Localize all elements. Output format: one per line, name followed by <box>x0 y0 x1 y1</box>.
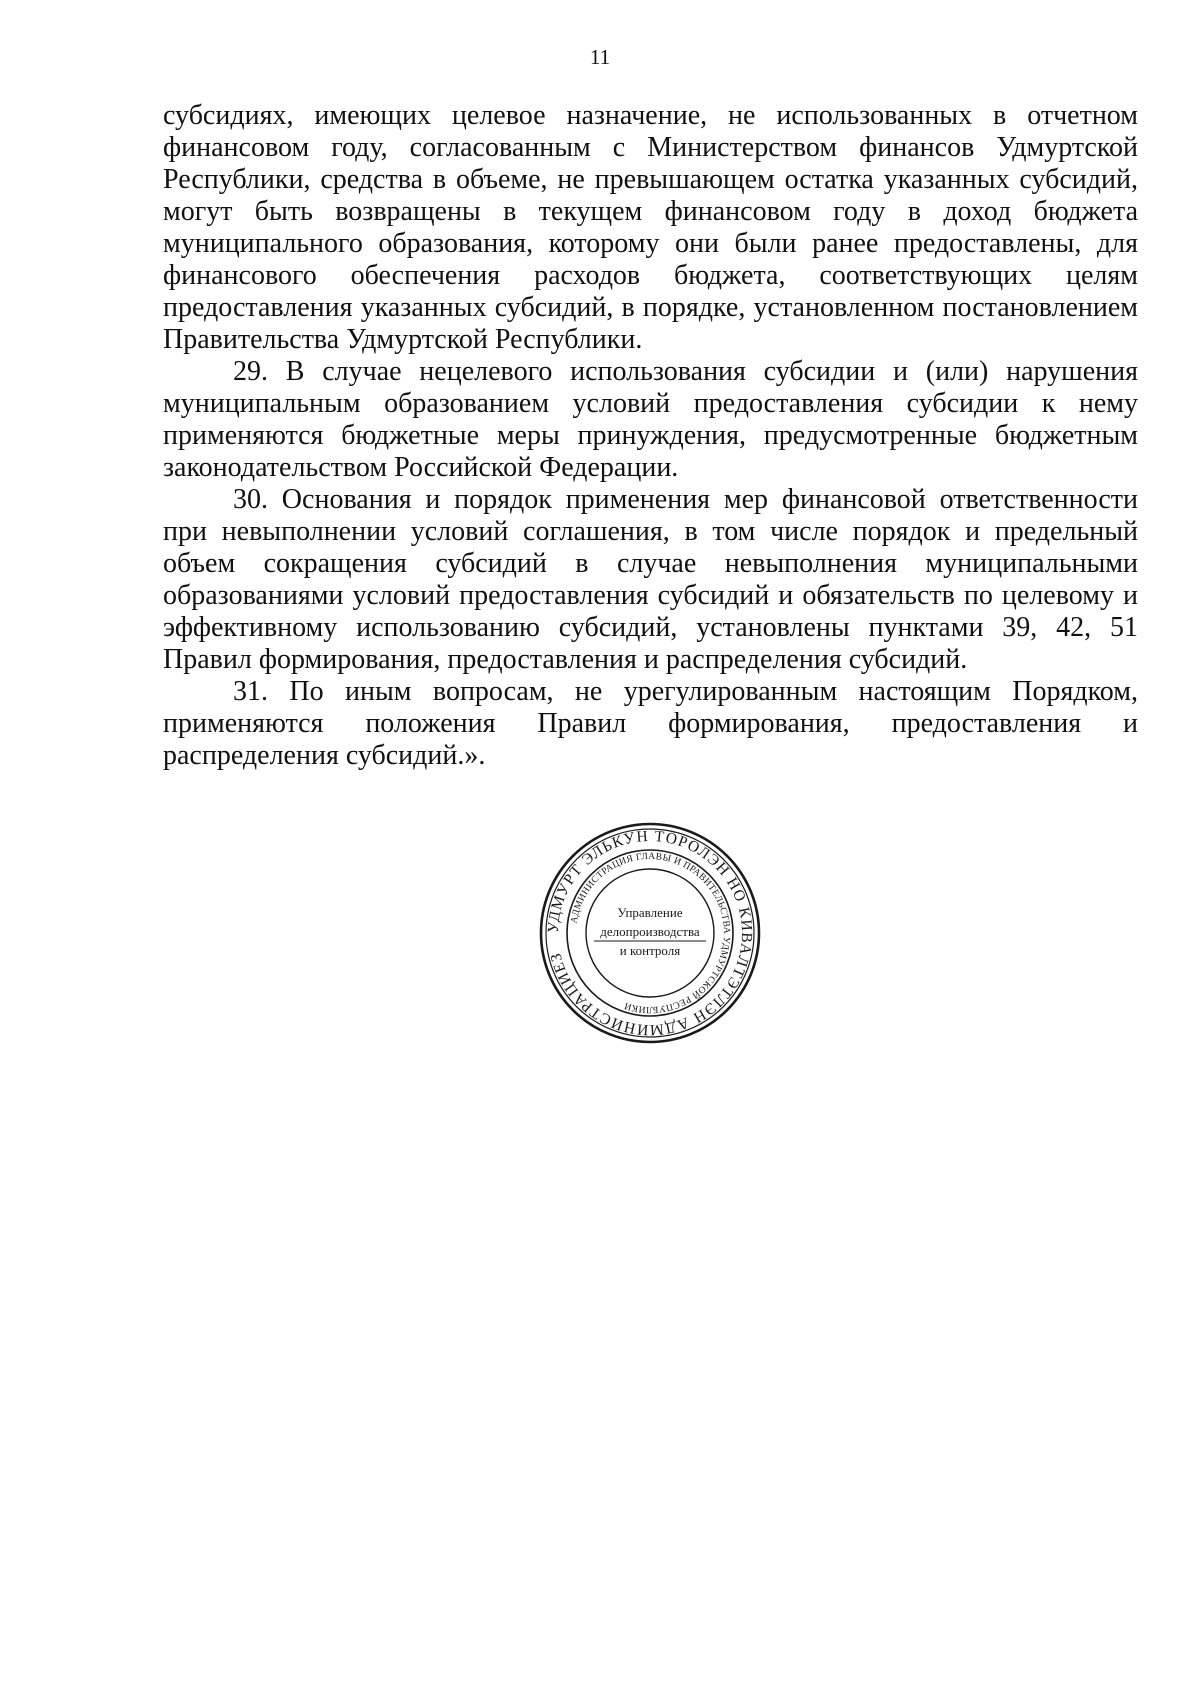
paragraph-31: 31. По иным вопросам, не урегулированным настоящим Порядком, применяются положения Правил формирования, предоставления и распределения субсидий.». <box>163 676 1138 771</box>
seal-inner-text-path: АДМИНИСТРАЦИЯ ГЛАВЫ И ПРАВИТЕЛЬСТВА УДМУРТСКОЙ РЕСПУБЛИКИ <box>568 850 733 1016</box>
page-number: 11 <box>589 45 611 69</box>
seal-outer-text-path: УДМУРТ ЭЛЬКУН ТӦРОЛЭН НО КИВАЛТЭТЛЭН АДМИНИСТРАЦИЕЗ <box>544 827 756 1039</box>
paragraph-continuation: субсидиях, имеющих целевое назначение, не использованных в отчетном финансовом году, согласованным с Министерством финансов Удмуртской Республики, средства в объеме, не превышающем остатка указанных субсидий, могут быть возвращены в текущем финансовом году в доход бюджета муниципального образования, которому они были ранее предоставлены, для финансового обеспечения расходов бюджета, соответствующих целям предоставления указанных субсидий, в порядке, установленном постановлением Правительства Удмуртской Республики. <box>163 100 1138 355</box>
seal-graphic <box>538 821 762 1045</box>
official-seal-stamp <box>538 821 762 1045</box>
seal-center-line-2: делопроизводства <box>600 924 700 939</box>
document-body <box>163 100 1138 772</box>
paragraph-29: 29. В случае нецелевого использования субсидии и (или) нарушения муниципальным образованием условий предоставления субсидии к нему применяются бюджетные меры принуждения, предусмотренные бюджетным законодательством Российской Федерации. <box>163 356 1138 483</box>
seal-center-line-3: и контроля <box>619 943 681 958</box>
paragraph-30: 30. Основания и порядок применения мер финансовой ответственности при невыполнении условий соглашения, в том числе порядок и предельный объем сокращения субсидий в случае невыполнения муниципальными образованиями условий предоставления субсидий и обязательств по целевому и эффективному использованию субсидий, установлены пунктами 39, 42, 51 Правил формирования, предоставления и распределения субсидий. <box>163 484 1138 675</box>
seal-center-line-1: Управление <box>617 905 683 920</box>
